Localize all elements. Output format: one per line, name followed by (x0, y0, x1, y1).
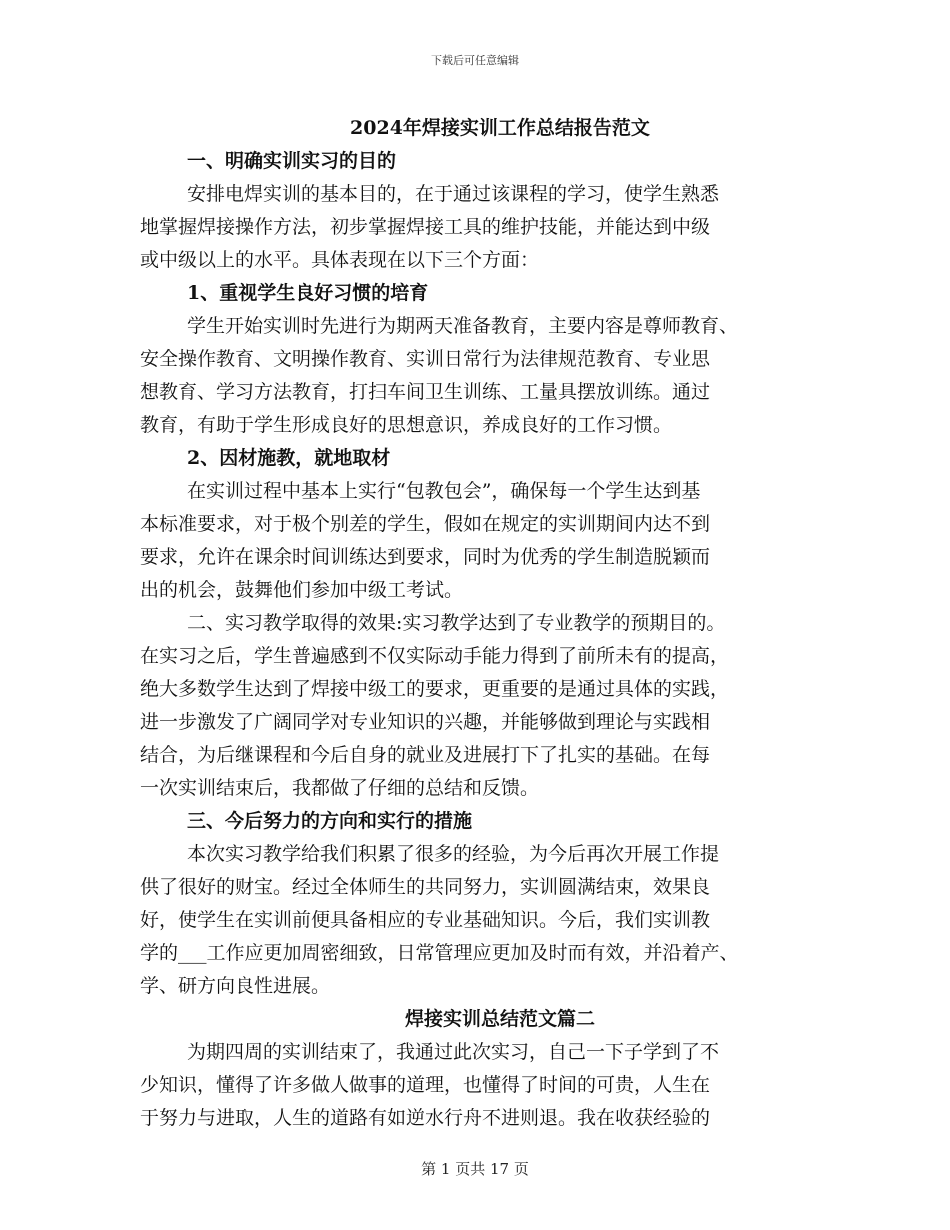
section-heading: 2、因材施教，就地取材 (187, 447, 391, 469)
text-line: 学的___工作应更加周密细致，日常管理应更加及时而有效，并沿着产、 (140, 942, 739, 964)
text-line: 学生开始实训时先进行为期两天准备教育，主要内容是尊师教育、 (187, 315, 739, 337)
text-line: 供了很好的财宝。经过全体师生的共同努力，实训圆满结束，效果良 (140, 876, 711, 898)
section-heading: 1、重视学生良好习惯的培育 (187, 282, 429, 304)
section-heading: 一、明确实训实习的目的 (187, 150, 397, 172)
text-line: 学、研方向良性进展。 (140, 975, 331, 997)
text-line: 绝大多数学生达到了焊接中级工的要求，更重要的是通过具体的实践， (140, 678, 730, 700)
text-line: 少知识，懂得了许多做人做事的道理，也懂得了时间的可贵，人生在 (140, 1074, 711, 1096)
text-line: 结合，为后继课程和今后自身的就业及进展打下了扎实的基础。在每 (140, 744, 711, 766)
text-line: 于努力与进取，人生的道路有如逆水行舟不进则退。我在收获经验的 (140, 1107, 711, 1129)
text-line: 教育，有助于学生形成良好的思想意识，养成良好的工作习惯。 (140, 414, 673, 436)
page-footer: 第 1 页共 17 页 (421, 1160, 529, 1178)
text-line: 安排电焊实训的基本目的，在于通过该课程的学习，使学生熟悉 (187, 183, 720, 205)
document-body (140, 112, 820, 1135)
text-line: 为期四周的实训结束了，我通过此次实习，自己一下子学到了不 (187, 1041, 720, 1063)
document-title: 2024年焊接实训工作总结报告范文 (350, 117, 650, 139)
text-line: 在实习之后，学生普遍感到不仅实际动手能力得到了前所未有的提高， (140, 645, 730, 667)
text-line: 好，使学生在实训前便具备相应的专业基础知识。今后，我们实训教 (140, 909, 711, 931)
text-line: 想教育、学习方法教育，打扫车间卫生训练、工量具摆放训练。通过 (140, 381, 711, 403)
text-line: 本次实习教学给我们积累了很多的经验，为今后再次开展工作提 (187, 843, 720, 865)
text-line: 本标准要求，对于极个别差的学生，假如在规定的实训期间内达不到 (140, 513, 711, 535)
section-heading: 三、今后努力的方向和实行的措施 (187, 810, 473, 832)
text-line: 进一步激发了广阔同学对专业知识的兴趣，并能够做到理论与实践相 (140, 711, 711, 733)
text-line: 在实训过程中基本上实行“包教包会”，确保每一个学生达到基 (187, 480, 701, 502)
text-line: 二、实习教学取得的效果:实习教学达到了专业教学的预期目的。 (187, 612, 726, 634)
text-line: 地掌握焊接操作方法，初步掌握焊接工具的维护技能，并能达到中级 (140, 216, 711, 238)
text-line: 要求，允许在课余时间训练达到要求，同时为优秀的学生制造脱颖而 (140, 546, 711, 568)
page-header: 下载后可任意编辑 (431, 54, 519, 67)
paragraph-container (140, 145, 820, 1135)
text-line: 出的机会，鼓舞他们参加中级工考试。 (140, 579, 464, 601)
text-line: 一次实训结束后，我都做了仔细的总结和反馈。 (140, 777, 540, 799)
text-line: 或中级以上的水平。具体表现在以下三个方面： (140, 249, 540, 271)
section-heading: 焊接实训总结范文篇二 (404, 1008, 595, 1030)
text-line: 安全操作教育、文明操作教育、实训日常行为法律规范教育、专业思 (140, 348, 711, 370)
